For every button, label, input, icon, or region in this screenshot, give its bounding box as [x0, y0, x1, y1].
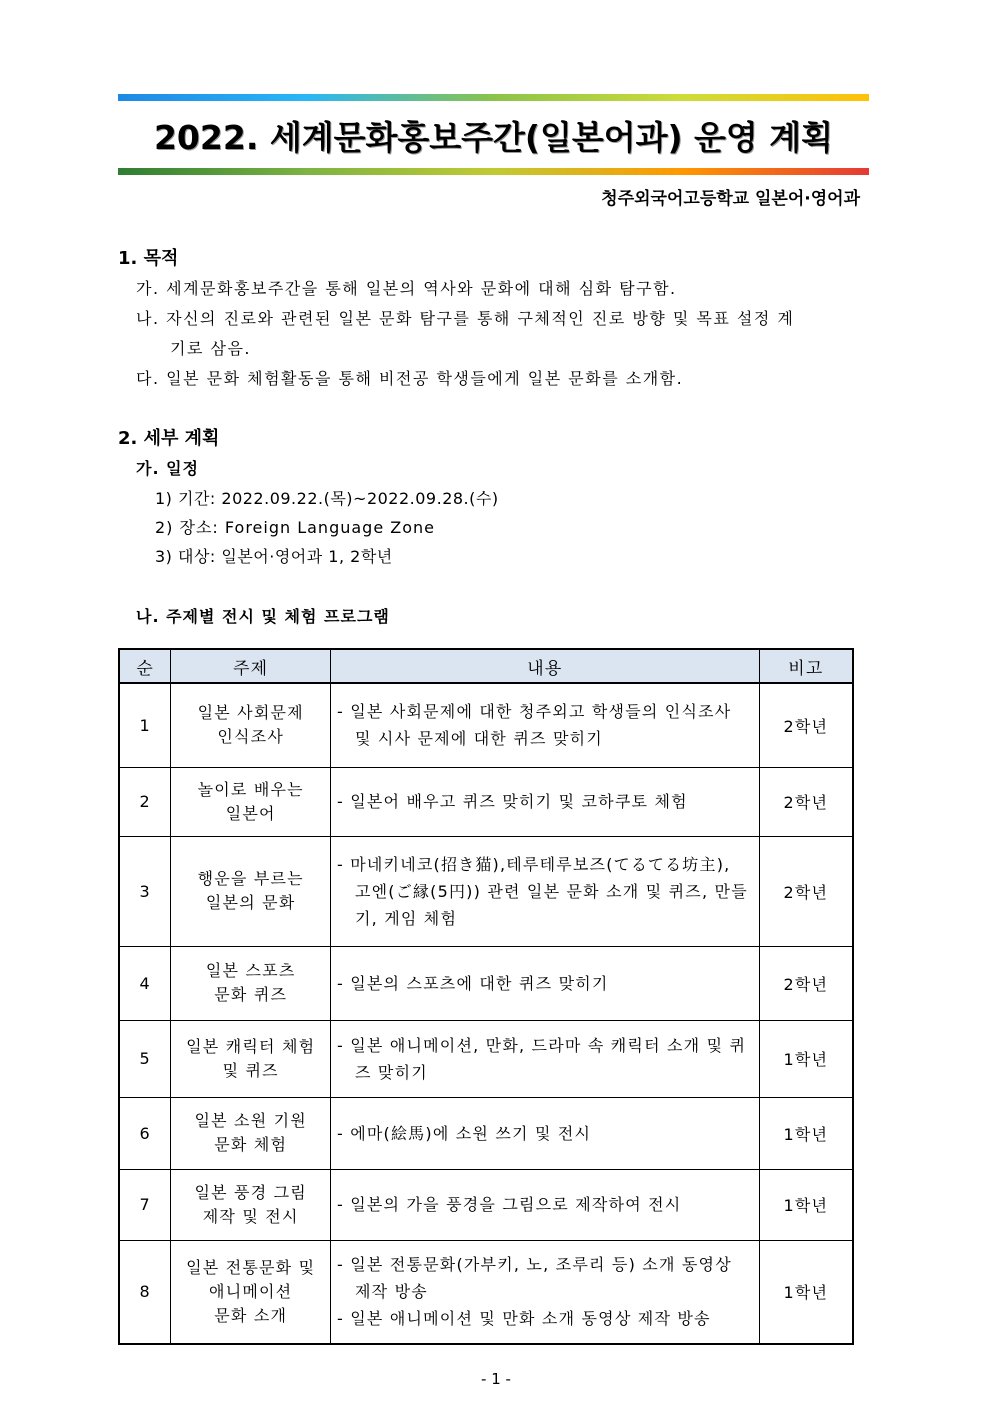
topic-line: 행운을 부르는 [197, 869, 304, 888]
schedule-item: 2) 장소: Foreign Language Zone [155, 518, 435, 537]
schedule-item: 1) 기간: 2022.09.22.(목)~2022.09.28.(수) [155, 489, 499, 508]
topic-line: 일본 캐릭터 체험 [186, 1036, 316, 1056]
row-number: 7 [119, 1169, 171, 1240]
row-note: 1학년 [759, 1097, 853, 1169]
row-topic [171, 836, 331, 946]
content-line: - 일본의 가을 풍경을 그림으로 제작하여 전시 [336, 1195, 682, 1214]
row-note: 2학년 [759, 767, 853, 836]
row-topic [171, 1020, 331, 1097]
purpose-item: 다. 일본 문화 체험활동을 통해 비전공 학생들에게 일본 문화를 소개함. [136, 369, 684, 388]
topic-line: 일본의 문화 [205, 893, 296, 912]
row-content [330, 767, 759, 836]
topic-line: 문화 체험 [214, 1135, 288, 1154]
row-topic [171, 1240, 331, 1344]
content-line: - 일본어 배우고 퀴즈 맞히기 및 코하쿠토 체험 [336, 792, 688, 811]
page-number: - 1 - [481, 1370, 511, 1388]
row-note: 2학년 [759, 683, 853, 767]
schedule-heading: 가. 일정 [136, 459, 200, 478]
purpose-item-continuation: 기로 삼음. [170, 339, 251, 358]
row-topic [171, 946, 331, 1020]
document-subtitle: 청주외국어고등학교 일본어·영어과 [601, 189, 860, 209]
program-table [118, 648, 854, 1345]
table-row [119, 946, 853, 1020]
row-topic [171, 767, 331, 836]
column-header-note: 비고 [759, 649, 853, 683]
topic-line: 일본 풍경 그림 [194, 1182, 307, 1202]
row-content [330, 1169, 759, 1240]
program-heading: 나. 주제별 전시 및 체험 프로그램 [136, 607, 390, 626]
row-note: 2학년 [759, 836, 853, 946]
row-content [330, 946, 759, 1020]
row-content [330, 1240, 759, 1344]
topic-line: 놀이로 배우는 [197, 779, 304, 799]
column-header-content: 내용 [330, 649, 759, 683]
section-purpose-heading: 1. 목적 [118, 248, 179, 269]
topic-line: 일본 사회문제 [197, 703, 304, 723]
row-number: 4 [119, 946, 171, 1020]
content-line: - 일본 전통문화(가부키, 노, 조루리 등) 소개 동영상 제작 방송 [336, 1255, 732, 1302]
row-number: 3 [119, 836, 171, 946]
table-row [119, 1020, 853, 1097]
row-note: 2학년 [759, 946, 853, 1020]
row-content [330, 836, 759, 946]
topic-line: 일본 소원 기원 [194, 1111, 307, 1130]
table-row [119, 836, 853, 946]
purpose-item: 가. 세계문화홍보주간을 통해 일본의 역사와 문화에 대해 심화 탐구함. [136, 279, 677, 298]
table-row [119, 683, 853, 767]
topic-line: 제작 및 전시 [202, 1206, 299, 1226]
table-row [119, 1240, 853, 1344]
content-line: - 일본의 스포츠에 대한 퀴즈 맞히기 [336, 973, 609, 993]
column-header-no: 순 [119, 649, 171, 683]
row-content [330, 1097, 759, 1169]
content-line: - 일본 애니메이션, 만화, 드라마 속 캐릭터 소개 및 퀴즈 맞히기 [336, 1035, 747, 1082]
table-header-row [119, 649, 853, 683]
topic-line: 문화 소개 [214, 1305, 288, 1325]
table-row [119, 1169, 853, 1240]
row-number: 8 [119, 1240, 171, 1344]
row-topic [171, 1097, 331, 1169]
table-row [119, 1097, 853, 1169]
topic-line: 및 퀴즈 [222, 1060, 279, 1080]
row-number: 5 [119, 1020, 171, 1097]
schedule-item: 3) 대상: 일본어·영어과 1, 2학년 [155, 547, 393, 566]
row-note: 1학년 [759, 1020, 853, 1097]
row-note: 1학년 [759, 1240, 853, 1344]
row-topic [171, 1169, 331, 1240]
document-title: 2022. 세계문화홍보주간(일본어과) 운영 계획 [153, 118, 834, 157]
row-topic [171, 683, 331, 767]
row-number: 1 [119, 683, 171, 767]
row-content [330, 683, 759, 767]
table-row [119, 767, 853, 836]
topic-line: 일본 전통문화 및 [186, 1257, 316, 1277]
content-line: - 일본 애니메이션 및 만화 소개 동영상 제작 방송 [336, 1309, 711, 1329]
column-header-topic: 주제 [171, 649, 331, 683]
topic-line: 인식조사 [217, 727, 284, 747]
topic-line: 애니메이션 [209, 1281, 293, 1301]
content-line: - 마네키네코(招き猫),테루테루보즈(てるてる坊主), 고엔(ご縁(5円)) 관련 일본 문화 소개 및 퀴즈, 만들기, 게임 체험 [336, 854, 748, 928]
row-number: 2 [119, 767, 171, 836]
title-bottom-bar [118, 168, 869, 175]
topic-line: 문화 퀴즈 [214, 985, 288, 1004]
topic-line: 일본어 [225, 803, 276, 823]
content-line: - 에마(絵馬)에 소원 쓰기 및 전시 [336, 1123, 592, 1143]
row-number: 6 [119, 1097, 171, 1169]
title-top-bar [118, 94, 869, 101]
content-line: - 일본 사회문제에 대한 청주외고 학생들의 인식조사 및 시사 문제에 대한 퀴즈 맞히기 [336, 702, 732, 749]
row-content [330, 1020, 759, 1097]
row-note: 1학년 [759, 1169, 853, 1240]
topic-line: 일본 스포츠 [205, 961, 296, 980]
section-plan-heading: 2. 세부 계획 [118, 428, 220, 449]
purpose-item: 나. 자신의 진로와 관련된 일본 문화 탐구를 통해 구체적인 진로 방향 및 목표 설정 계 [136, 309, 795, 328]
